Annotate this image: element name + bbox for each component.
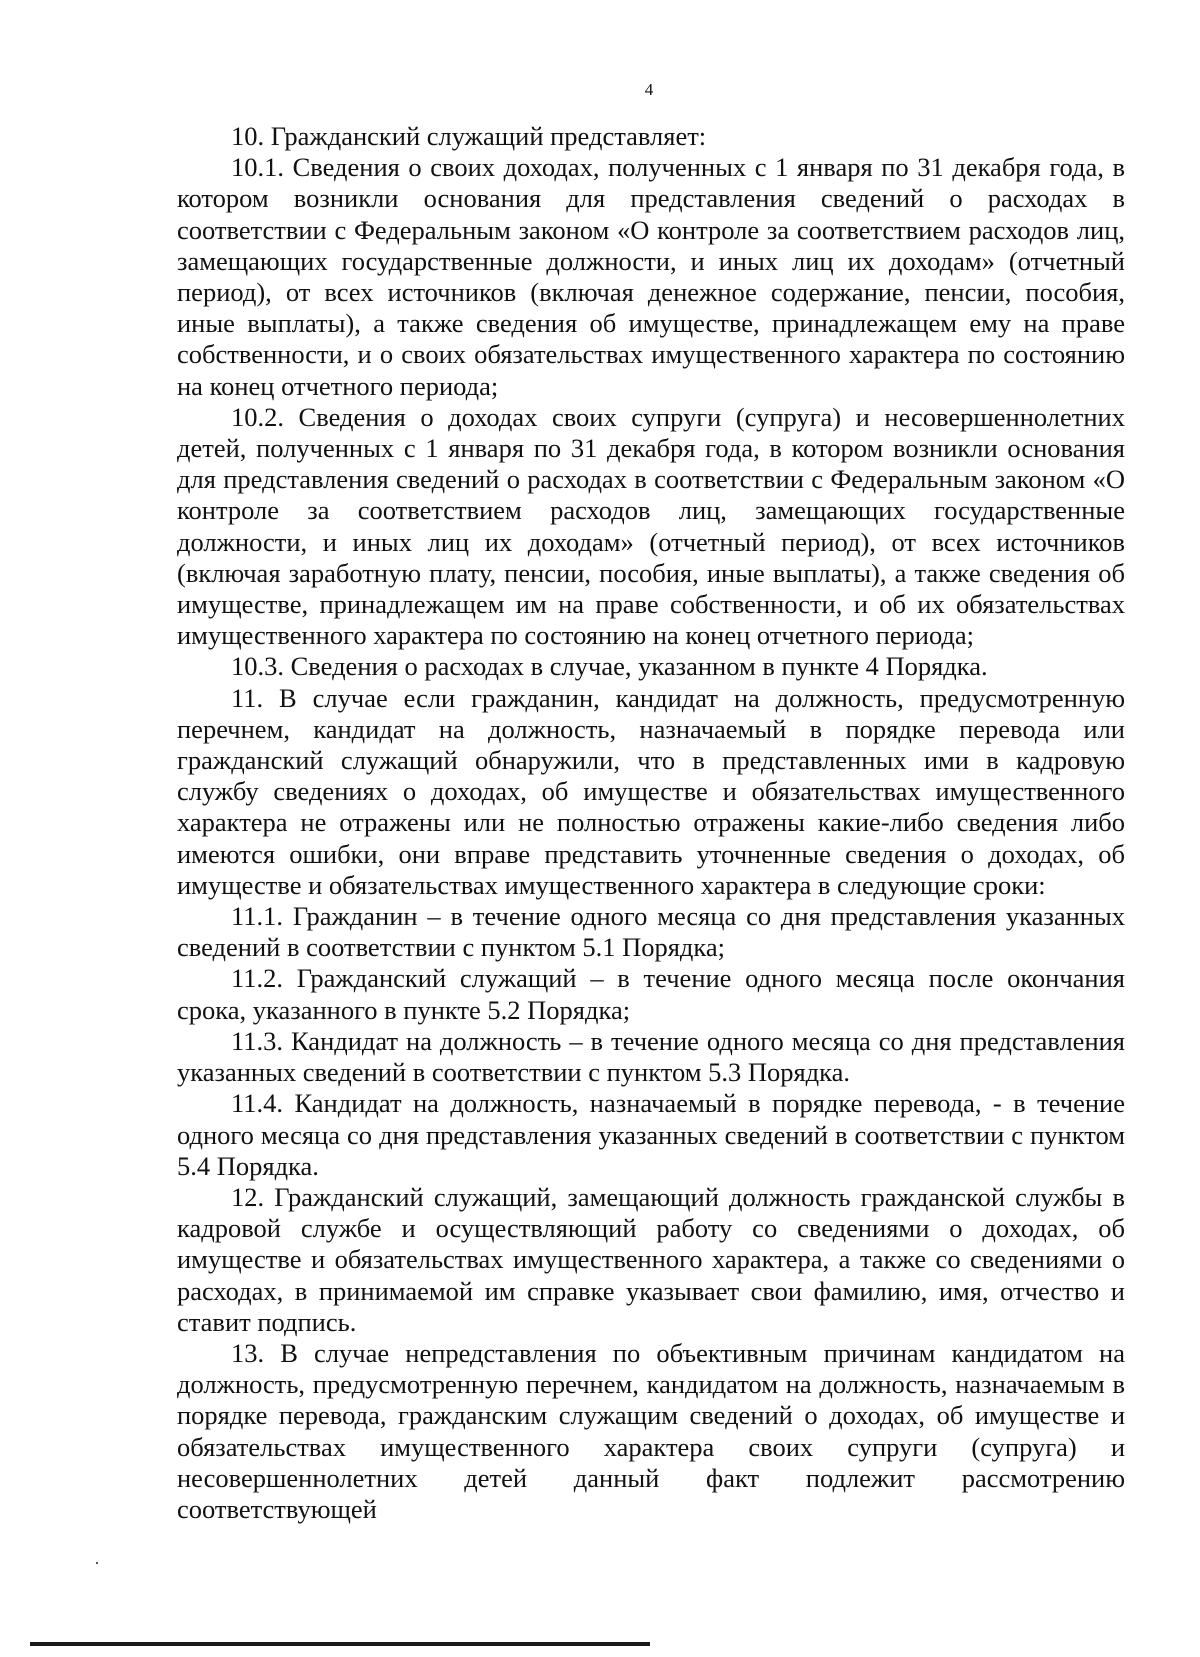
paragraph-10-2: 10.2. Сведения о доходах своих супруги (супруга) и несовершеннолетних детей, полученных с 1 января по 31 декабря года, в котором возникли основания для представления сведений о расходах в соответствии с Федеральным законом «О контроле за соответствием расходов лиц, замещающих государственные должности, и иных лиц их доходам» (отчетный период), от всех источников (включая заработную плату, пенсии, пособия, иные выплаты), а также сведения об имуществе, принадлежащем им на праве собственности, и об их обязательствах имущественного характера по состоянию на конец отчетного периода; [177,401,1125,651]
scan-artifact-dot [96,1562,98,1564]
paragraph-10: 10. Гражданский служащий представляет: [231,121,707,151]
paragraph-11-2: 11.2. Гражданский служащий – в течение одного месяца после окончания срока, указанного в пункте 5.2 Порядка; [177,963,1125,1025]
paragraph-11-1: 11.1. Гражданин – в течение одного месяца со дня представления указанных сведений в соответствии с пунктом 5.1 Порядка; [177,901,1125,963]
paragraph-11: 11. В случае если гражданин, кандидат на должность, предусмотренную перечнем, кандидат на должность, назначаемый в порядке перевода или гражданский служащий обнаружили, что в представленных ими в кадровую службу сведениях о доходах, об имуществе и обязательствах имущественного характера не отражены или не полностью отражены какие-либо сведения либо имеются ошибки, они вправе представить уточненные сведения о доходах, об имуществе и обязательствах имущественного характера в следующие сроки: [177,682,1125,900]
paragraph-11-4: 11.4. Кандидат на должность, назначаемый в порядке перевода, - в течение одного месяца со дня представления указанных сведений в соответствии с пунктом 5.4 Порядка. [177,1088,1125,1181]
paragraph-11-3: 11.3. Кандидат на должность – в течение одного месяца со дня представления указанных сведений в соответствии с пунктом 5.3 Порядка. [177,1025,1125,1088]
paragraph-12: 12. Гражданский служащий, замещающий должность гражданской службы в кадровой службе и осуществляющий работу со сведениями о доходах, об имуществе и обязательствах имущественного характера, а также со сведениями о расходах, в принимаемой им справке указывает свои фамилию, имя, отчество и ставит подпись. [177,1181,1125,1337]
paragraph-13: 13. В случае непредставления по объективным причинам кандидатом на должность, предусмотренную перечнем, кандидатом на должность, назначаемым в порядке перевода, гражданским служащим сведений о доходах, об имуществе и обязательствах имущественного характера своих супруги (супруга) и несовершеннолетних детей данный факт подлежит рассмотрению соответствующей [177,1337,1125,1524]
scan-edge-line [30,1642,650,1646]
paragraph-10-1: 10.1. Сведения о своих доходах, полученных с 1 января по 31 декабря года, в котором возникли основания для представления сведений о расходах в соответствии с Федеральным законом «О контроле за соответствием расходов лиц, замещающих государственные должности, и иных лиц их доходам» (отчетный период), от всех источников (включая денежное содержание, пенсии, пособия, иные выплаты), а также сведения об имуществе, принадлежащем ему на праве собственности, и о своих обязательствах имущественного характера по состоянию на конец отчетного периода; [177,152,1125,401]
paragraph-10-3: 10.3. Сведения о расходах в случае, указанном в пункте 4 Порядка. [231,651,988,682]
page-number: 4 [644,80,654,99]
document-body [177,121,1125,1525]
